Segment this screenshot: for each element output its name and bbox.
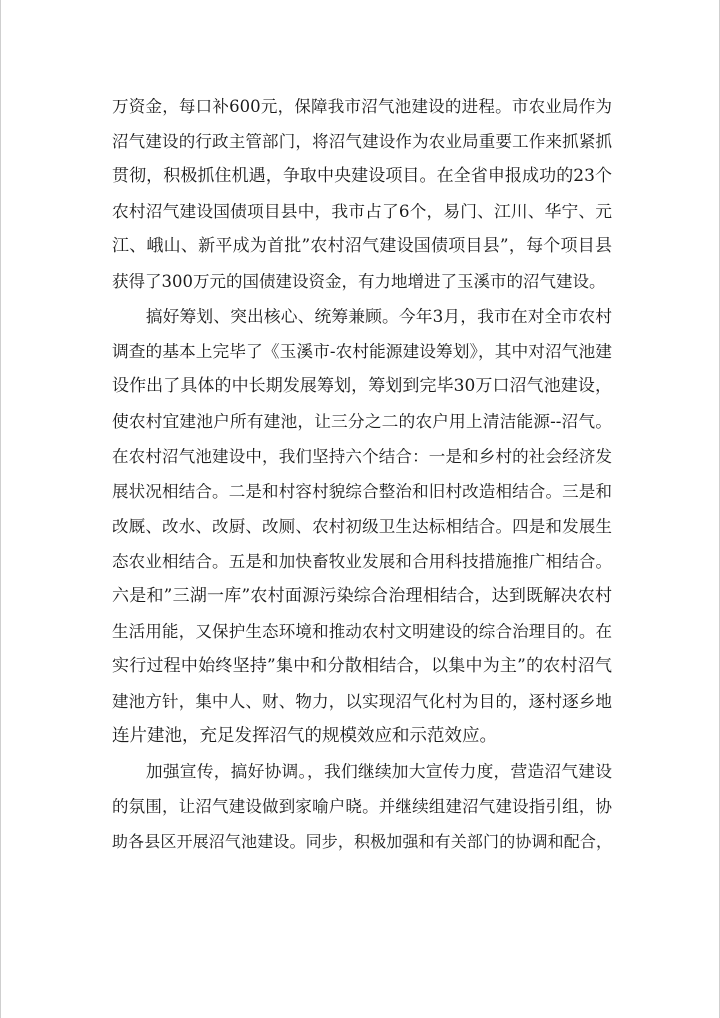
- text-line: 加强宣传，搞好协调。，我们继续加大宣传力度，营造沼气建设: [112, 761, 612, 781]
- text-line: 贯彻，积极抓住机遇，争取中央建设项目。在全省申报成功的23个: [112, 166, 612, 186]
- text-line: 农村沼气建设国债项目县中，我市占了6个，易门、江川、华宁、元: [112, 201, 612, 221]
- text-line: 调查的基本上完毕了《玉溪市-农村能源建设筹划》，其中对沼气池建: [112, 341, 612, 361]
- text-line: 设作出了具体的中长期发展筹划，筹划到完毕30万口沼气池建设，: [112, 376, 612, 396]
- text-line: 展状况相结合。二是和村容村貌综合整治和旧村改造相结合。三是和: [112, 482, 612, 501]
- text-line: 助各县区开展沼气池建设。同步，积极加强和有关部门的协调和配合，: [112, 832, 612, 851]
- text-line: 搞好筹划、突出核心、统筹兼顾。今年3月，我市在对全市农村: [112, 306, 612, 326]
- text-line: 改厩、改水、改厨、改厕、农村初级卫生达标相结合。四是和发展生: [112, 517, 612, 536]
- text-line: 使农村宜建池户所有建池，让三分之二的农户用上清洁能源--沼气。: [112, 411, 612, 431]
- text-line: 六是和”三湖一库”农村面源污染综合治理相结合，达到既解决农村: [112, 586, 612, 606]
- text-line: 万资金，每口补600元，保障我市沼气池建设的进程。市农业局作为: [112, 97, 612, 116]
- paragraph-publicity: [112, 754, 612, 859]
- text-line: 在农村沼气池建设中，我们坚持六个结合：一是和乡村的社会经济发: [112, 447, 612, 466]
- paragraph-planning: [112, 299, 612, 754]
- document-body: [112, 89, 612, 859]
- text-line: 生活用能，又保护生态环境和推动农村文明建设的综合治理目的。在: [112, 622, 612, 641]
- text-line: 实行过程中始终坚持”集中和分散相结合，以集中为主”的农村沼气: [112, 656, 612, 676]
- text-line: 连片建池，充足发挥沼气的规模效应和示范效应。: [112, 726, 497, 746]
- text-line: 获得了300万元的国债建设资金，有力地增进了玉溪市的沼气建设。: [112, 272, 606, 291]
- text-line: 的氛围，让沼气建设做到家喻户晓。并继续组建沼气建设指引组，协: [112, 797, 612, 816]
- paragraph-funding: [112, 89, 612, 299]
- text-line: 建池方针，集中人、财、物力，以实现沼气化村为目的，逐村逐乡地: [112, 692, 612, 711]
- text-line: 江、峨山、新平成为首批”农村沼气建设国债项目县”，每个项目县: [112, 236, 612, 256]
- text-line: 态农业相结合。五是和加快畜牧业发展和合用科技措施推广相结合。: [112, 552, 612, 571]
- text-line: 沼气建设的行政主管部门，将沼气建设作为农业局重要工作来抓紧抓: [112, 132, 612, 151]
